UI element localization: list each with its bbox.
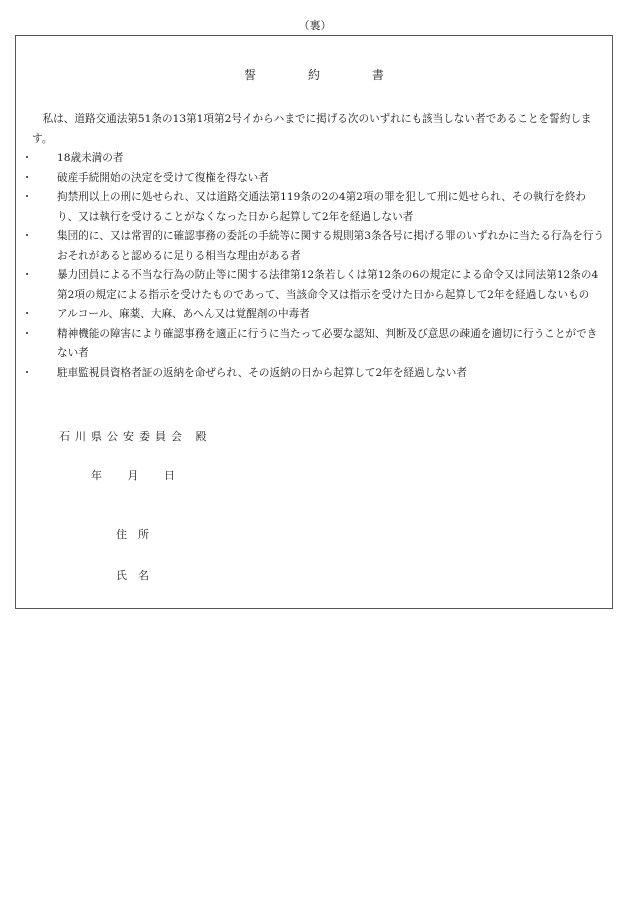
pledge-intro: 私は、道路交通法第51条の13第1項第2号イからハまでに掲げる次のいずれにも該当しない者であることを誓約します。	[32, 113, 592, 145]
name-field[interactable]	[116, 567, 174, 583]
list-item	[21, 364, 606, 384]
list-item	[21, 149, 606, 169]
title-char-2: 約	[307, 68, 320, 82]
list-item-text: 拘禁刑以上の刑に処せられ、又は道路交通法第119条の2の4第2項の罪を犯して刑に処せられ、その執行を終わり、又は執行を受けることがなくなった日から起算して2年を経過しない者	[57, 191, 587, 223]
list-item-text: 破産手続開始の決定を受けて復権を得ない者	[57, 171, 269, 184]
bullet: ・	[21, 230, 33, 242]
list-item	[21, 227, 606, 266]
title-char-3: 書	[371, 68, 384, 82]
document-title	[16, 66, 612, 83]
list-item-text: 暴力団員による不当な行為の防止等に関する法律第12条若しくは第12条の6の規定による命令又は同法第12条の4第2項の規定による指示を受けたものであって、当該命令又は指示を受けた日から起算して2年を経過しないもの	[57, 269, 599, 301]
address-field[interactable]	[116, 526, 174, 542]
name-label: 氏 名	[116, 569, 149, 582]
bullet: ・	[21, 269, 33, 281]
bullet: ・	[21, 171, 33, 184]
date-line	[91, 467, 197, 483]
bullet: ・	[21, 152, 33, 164]
address-label: 住 所	[116, 528, 149, 541]
list-item-text: 集団的に、又は常習的に確認事務の委託の手続等に関する規則第3条各号に掲げる罪のいずれかに当たる行為を行うおそれがあると認めるに足りる相当な理由がある者	[57, 230, 605, 262]
addressee: 石川県公安委員会 殿	[59, 430, 212, 443]
list-item-text: 18歳未満の者	[57, 152, 124, 164]
side-label: （裏）	[298, 19, 332, 32]
title-char-1: 誓	[244, 68, 257, 82]
date-year-label: 年	[91, 469, 102, 482]
list-item-text: アルコール、麻薬、大麻、あへん又は覚醒剤の中毒者	[57, 308, 310, 320]
list-item-text: 駐車監視員資格者証の返納を命ぜられ、その返納の日から起算して2年を経過しない者	[57, 366, 467, 379]
list-item	[21, 188, 606, 227]
list-item-text: 精神機能の障害により確認事務を適正に行うに当たって必要な認知、判断及び意思の疎通を適切に行うことができない者	[57, 327, 598, 359]
list-item	[21, 325, 606, 364]
list-item	[21, 305, 606, 325]
disqualification-list	[21, 149, 606, 383]
date-month-label: 月	[127, 469, 139, 482]
bullet: ・	[21, 308, 33, 320]
bullet: ・	[21, 366, 33, 379]
list-item	[21, 266, 606, 305]
date-day-label: 日	[164, 469, 175, 482]
list-item	[21, 169, 606, 189]
pledge-form	[15, 35, 613, 609]
bullet: ・	[21, 327, 33, 340]
bullet: ・	[21, 191, 33, 203]
